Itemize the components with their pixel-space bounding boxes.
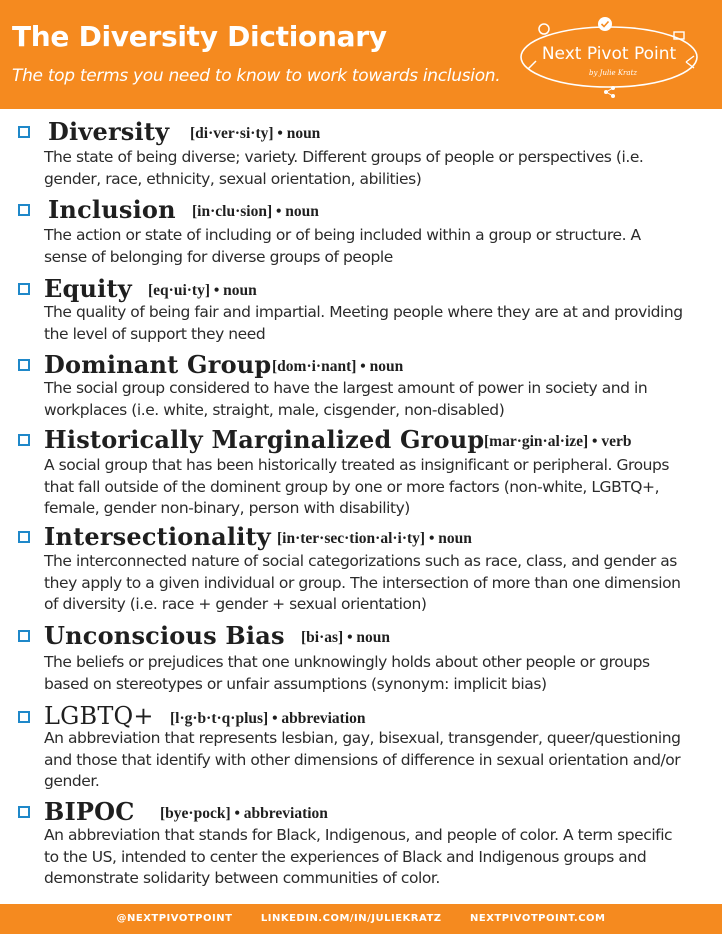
term-definition: The interconnected nature of social categorizations such as race, class, and gender as they apply to a given individual or group. The intersection of more than one dimension of diversity (i.e. race + gender + sexual orientation)	[44, 552, 681, 613]
term-entry-unconscious-bias	[18, 621, 708, 693]
page-title: The Diversity Dictionary	[12, 20, 387, 53]
footer-bar	[0, 904, 722, 934]
term-definition: The beliefs or prejudices that one unknowingly holds about other people or groups based on stereotypes or unfair assumptions (synonym: implicit bias)	[44, 653, 650, 693]
term-entry-inclusion	[18, 195, 708, 266]
term-word: Diversity	[48, 117, 170, 146]
term-definition: An abbreviation that stands for Black, Indigenous, and people of color. A term specific to the US, intended to center the experiences of Black and Indigenous groups and demonstrate solidarity between communities of color.	[44, 826, 673, 887]
term-entry-dominant-group	[18, 350, 708, 419]
checkbox-icon[interactable]	[18, 204, 30, 216]
logo	[514, 14, 704, 100]
term-word: Equity	[44, 274, 132, 303]
term-pronunciation: [di·ver·si·ty] • noun	[190, 125, 321, 142]
term-entry-diversity	[18, 117, 708, 188]
term-pronunciation: [in·ter·sec·tion·al·i·ty] • noun	[277, 530, 472, 547]
checkbox-icon[interactable]	[18, 126, 30, 138]
footer-link-linkedin[interactable]: LINKEDIN.COM/IN/JULIEKRATZ	[260, 913, 442, 924]
term-word: Historically Marginalized Group	[44, 425, 485, 454]
term-definition: The action or state of including or of being included within a group or structure. A sense of belonging for diverse groups of people	[44, 226, 641, 266]
term-pronunciation: [bye·pock] • abbreviation	[160, 805, 328, 822]
checkbox-icon[interactable]	[18, 531, 30, 543]
term-entry-equity	[18, 274, 708, 343]
checkbox-icon[interactable]	[18, 806, 30, 818]
term-entry-lgbtq	[18, 702, 708, 790]
term-definition: An abbreviation that represents lesbian, gay, bisexual, transgender, queer/questioning and those that identify with other dimensions of difference in sexual orientation and/or gender.	[44, 729, 681, 790]
header-banner	[0, 0, 722, 109]
term-entry-intersectionality	[18, 522, 708, 613]
footer-link-handle[interactable]: @NEXTPIVOTPOINT	[116, 913, 233, 924]
term-pronunciation: [eq·ui·ty] • noun	[148, 282, 257, 299]
term-word: LGBTQ+	[44, 702, 154, 730]
logo-text: Next Pivot Point	[541, 44, 677, 64]
term-pronunciation: [l·g·b·t·q·plus] • abbreviation	[170, 710, 366, 727]
term-pronunciation: [bi·as] • noun	[301, 629, 390, 646]
term-word: Dominant Group	[44, 350, 272, 379]
checkbox-icon[interactable]	[18, 283, 30, 295]
logo-byline: by Julie Kratz	[589, 69, 638, 77]
term-pronunciation: [mar·gin·al·ize] • verb	[484, 433, 632, 450]
term-entry-bipoc	[18, 797, 708, 887]
term-pronunciation: [in·clu·sion] • noun	[192, 203, 319, 220]
term-definition: A social group that has been historically treated as insignificant or peripheral. Groups that fall outside of the dominent group by one or more factors (non-white, LGBTQ+, female, gender non-binary, person with disability)	[44, 456, 670, 517]
term-word: BIPOC	[44, 797, 135, 826]
term-word: Inclusion	[48, 195, 176, 224]
term-definition: The quality of being fair and impartial. Meeting people where they are at and providing the level of support they need	[44, 303, 683, 343]
term-entry-historically-marginalized-group	[18, 425, 708, 517]
checkbox-icon[interactable]	[18, 630, 30, 642]
term-word: Unconscious Bias	[44, 621, 285, 650]
term-pronunciation: [dom·i·nant] • noun	[272, 358, 404, 375]
term-word: Intersectionality	[44, 522, 271, 551]
checkbox-icon[interactable]	[18, 359, 30, 371]
checkbox-icon[interactable]	[18, 434, 30, 446]
footer-link-website[interactable]: NEXTPIVOTPOINT.COM	[470, 913, 606, 924]
term-definition: The state of being diverse; variety. Different groups of people or perspectives (i.e. gender, race, ethnicity, sexual orientation, abilities)	[44, 148, 644, 188]
checkbox-icon[interactable]	[18, 711, 30, 723]
term-definition: The social group considered to have the largest amount of power in society and in workplaces (i.e. white, straight, male, cisgender, non-disabled)	[44, 379, 648, 419]
page-subtitle: The top terms you need to know to work towards inclusion.	[12, 66, 501, 86]
